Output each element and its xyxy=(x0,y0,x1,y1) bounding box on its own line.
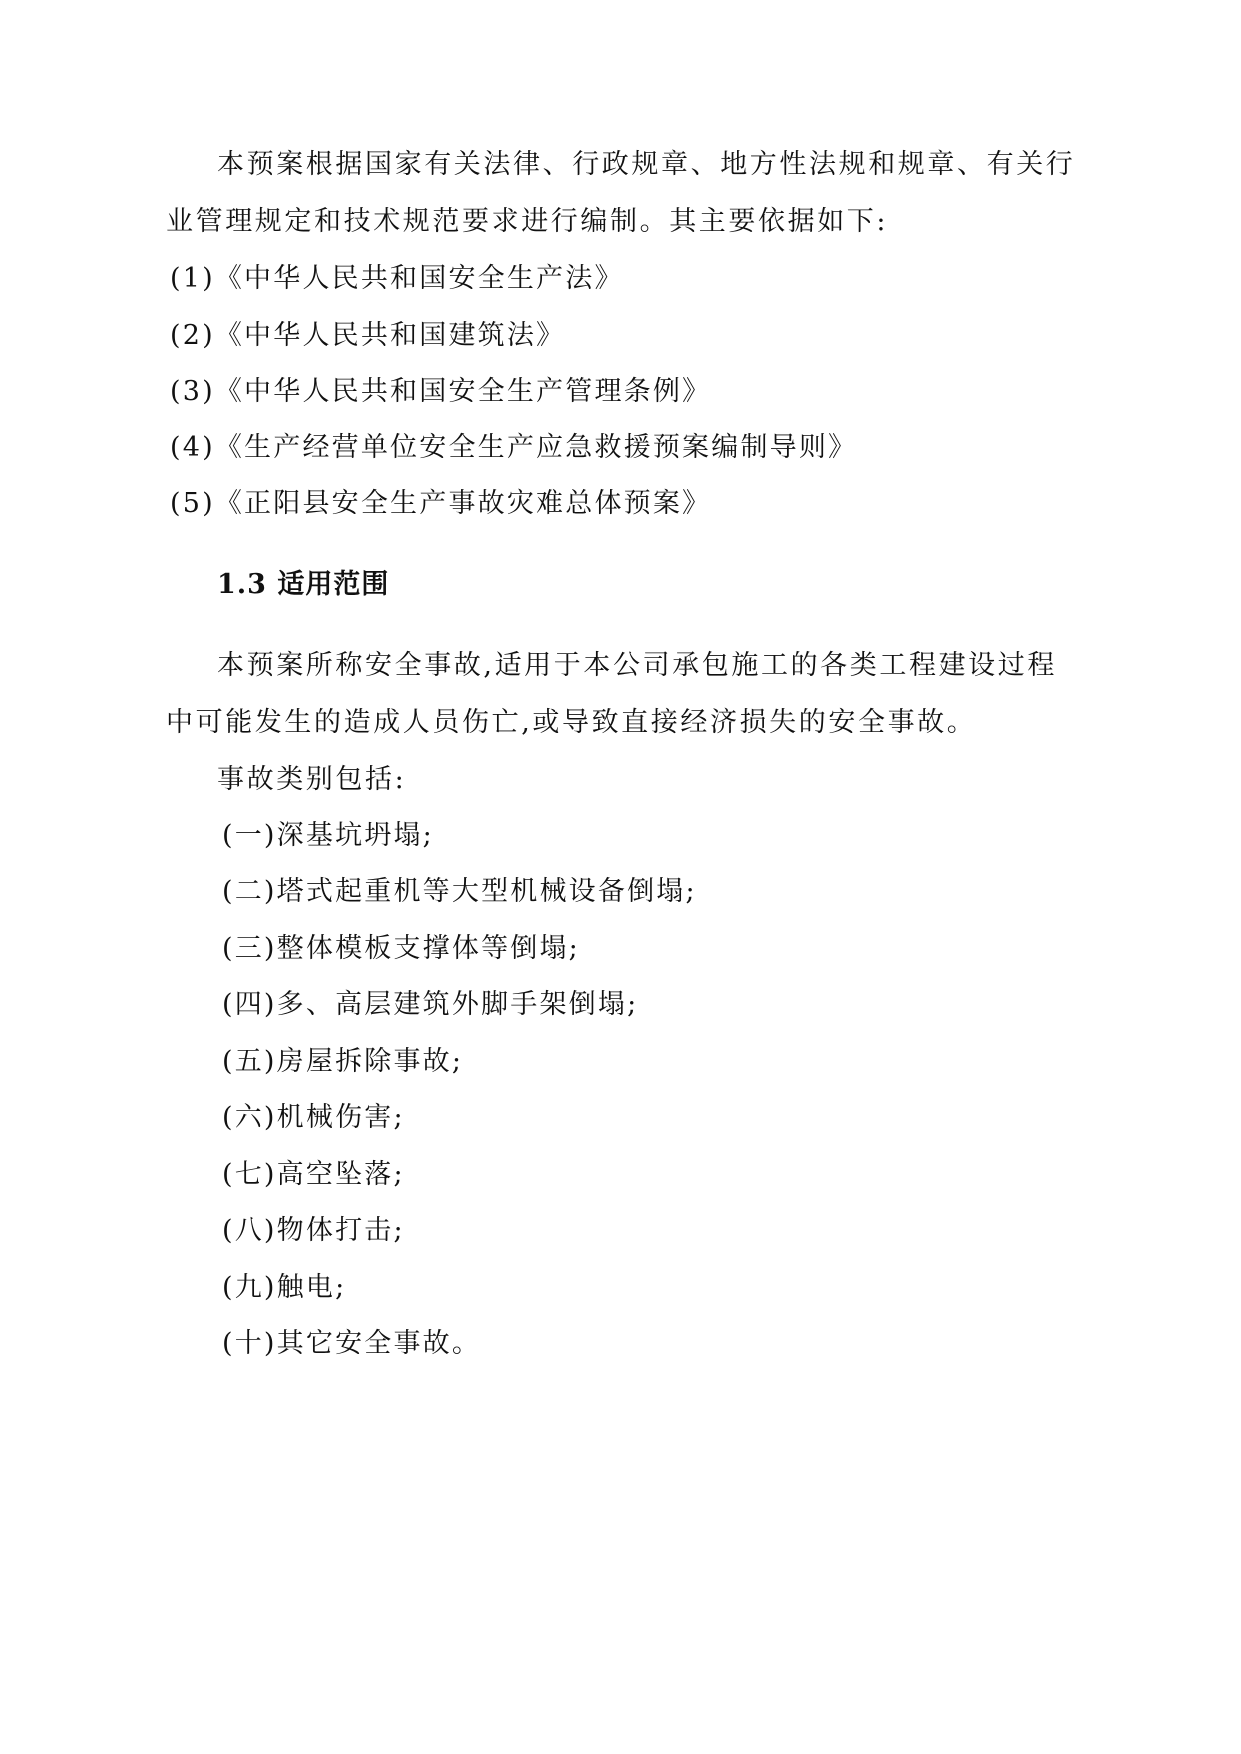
category-item: (六)机械伤害; xyxy=(222,1102,405,1133)
categories-intro: 事故类别包括: xyxy=(217,764,407,795)
category-item: (三)整体模板支撑体等倒塌; xyxy=(222,933,580,964)
section-heading: 1.3 适用范围 xyxy=(217,569,390,600)
reference-item: (3)《中华人民共和国安全生产管理条例》 xyxy=(170,376,712,407)
category-item: (十)其它安全事故。 xyxy=(222,1328,482,1359)
category-item: (八)物体打击; xyxy=(222,1215,405,1246)
reference-item: (2)《中华人民共和国建筑法》 xyxy=(170,320,566,351)
category-item: (五)房屋拆除事故; xyxy=(222,1046,464,1077)
category-item: (九)触电; xyxy=(222,1272,347,1303)
scope-paragraph-line-1: 本预案所称安全事故,适用于本公司承包施工的各类工程建设过程 xyxy=(217,650,1057,681)
basis-intro-line-1: 本预案根据国家有关法律、行政规章、地方性法规和规章、有关行 xyxy=(217,149,1076,180)
reference-item: (5)《正阳县安全生产事故灾难总体预案》 xyxy=(170,488,712,519)
reference-item: (1)《中华人民共和国安全生产法》 xyxy=(170,263,624,294)
category-item: (七)高空坠落; xyxy=(222,1159,405,1190)
category-item: (二)塔式起重机等大型机械设备倒塌; xyxy=(222,876,697,907)
reference-item: (4)《生产经营单位安全生产应急救援预案编制导则》 xyxy=(170,432,858,463)
basis-intro-line-2: 业管理规定和技术规范要求进行编制。其主要依据如下: xyxy=(166,206,889,237)
category-item: (四)多、高层建筑外脚手架倒塌; xyxy=(222,989,639,1020)
category-item: (一)深基坑坍塌; xyxy=(222,820,434,851)
scope-paragraph-line-2: 中可能发生的造成人员伤亡,或导致直接经济损失的安全事故。 xyxy=(166,707,977,738)
